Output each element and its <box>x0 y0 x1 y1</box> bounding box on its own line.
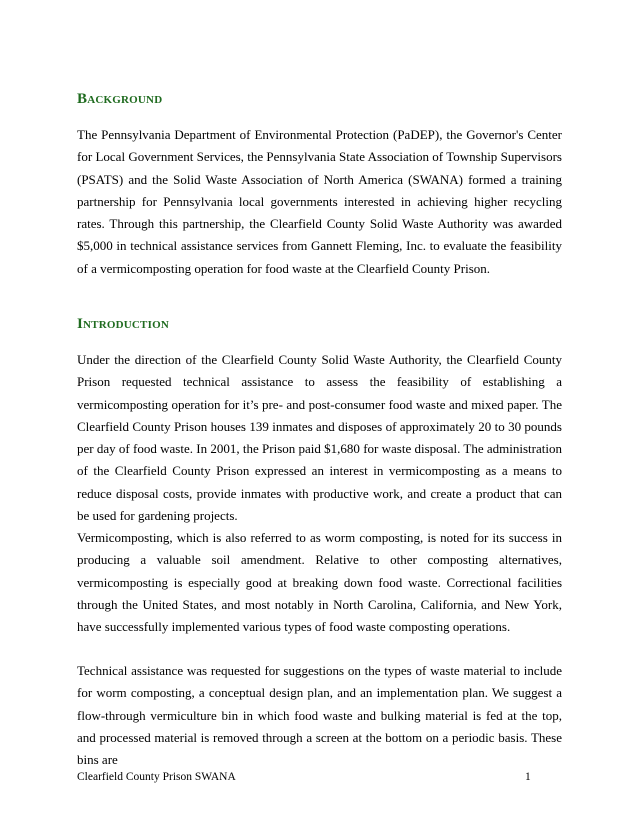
footer-document-title: Clearfield County Prison SWANA <box>77 771 236 783</box>
footer-page-number: 1 <box>525 771 531 783</box>
introduction-heading: Introduction <box>77 316 169 332</box>
introduction-paragraph-1: Under the direction of the Clearfield County Solid Waste Authority, the Clearfield County Prison requested technical assistance to assess the feasibility of establishing a vermicomposting operation for it’s pre- and post-consumer food waste and mixed paper. The Clearfield County Prison houses 139 inmates and disposes of approximately 20 to 30 pounds per day of food waste. In 2001, the Prison paid $1,680 for waste disposal. The administration of the Clearfield County Prison expressed an interest in vermicomposting as a means to reduce disposal costs, provide inmates with productive work, and create a product that can be used for gardening projects. <box>77 352 562 524</box>
background-paragraph: The Pennsylvania Department of Environmental Protection (PaDEP), the Governor's Center for Local Government Services, the Pennsylvania State Association of Township Supervisors (PSATS) and the Solid Waste Association of North America (SWANA) formed a training partnership for Pennsylvania local governments interested in achieving higher recycling rates. Through this partnership, the Clearfield County Solid Waste Authority was awarded $5,000 in technical assistance services from Gannett Fleming, Inc. to evaluate the feasibility of a vermicomposting operation for food waste at the Clearfield County Prison. <box>77 127 562 276</box>
introduction-paragraph-2: Vermicomposting, which is also referred to as worm composting, is noted for its success in producing a valuable soil amendment. Relative to other composting alternatives, vermicomposting is especially good at breaking down food waste. Correctional facilities through the United States, and most notably in North Carolina, California, and New York, have successfully implemented various types of food waste composting operations. <box>77 530 562 635</box>
background-heading: Background <box>77 91 163 107</box>
introduction-paragraph-3: Technical assistance was requested for suggestions on the types of waste material to include for worm composting, a conceptual design plan, and an implementation plan. We suggest a flow-through vermiculture bin in which food waste and bulking material is fed at the top, and processed material is removed through a screen at the bottom on a periodic basis. These bins are <box>77 663 562 768</box>
